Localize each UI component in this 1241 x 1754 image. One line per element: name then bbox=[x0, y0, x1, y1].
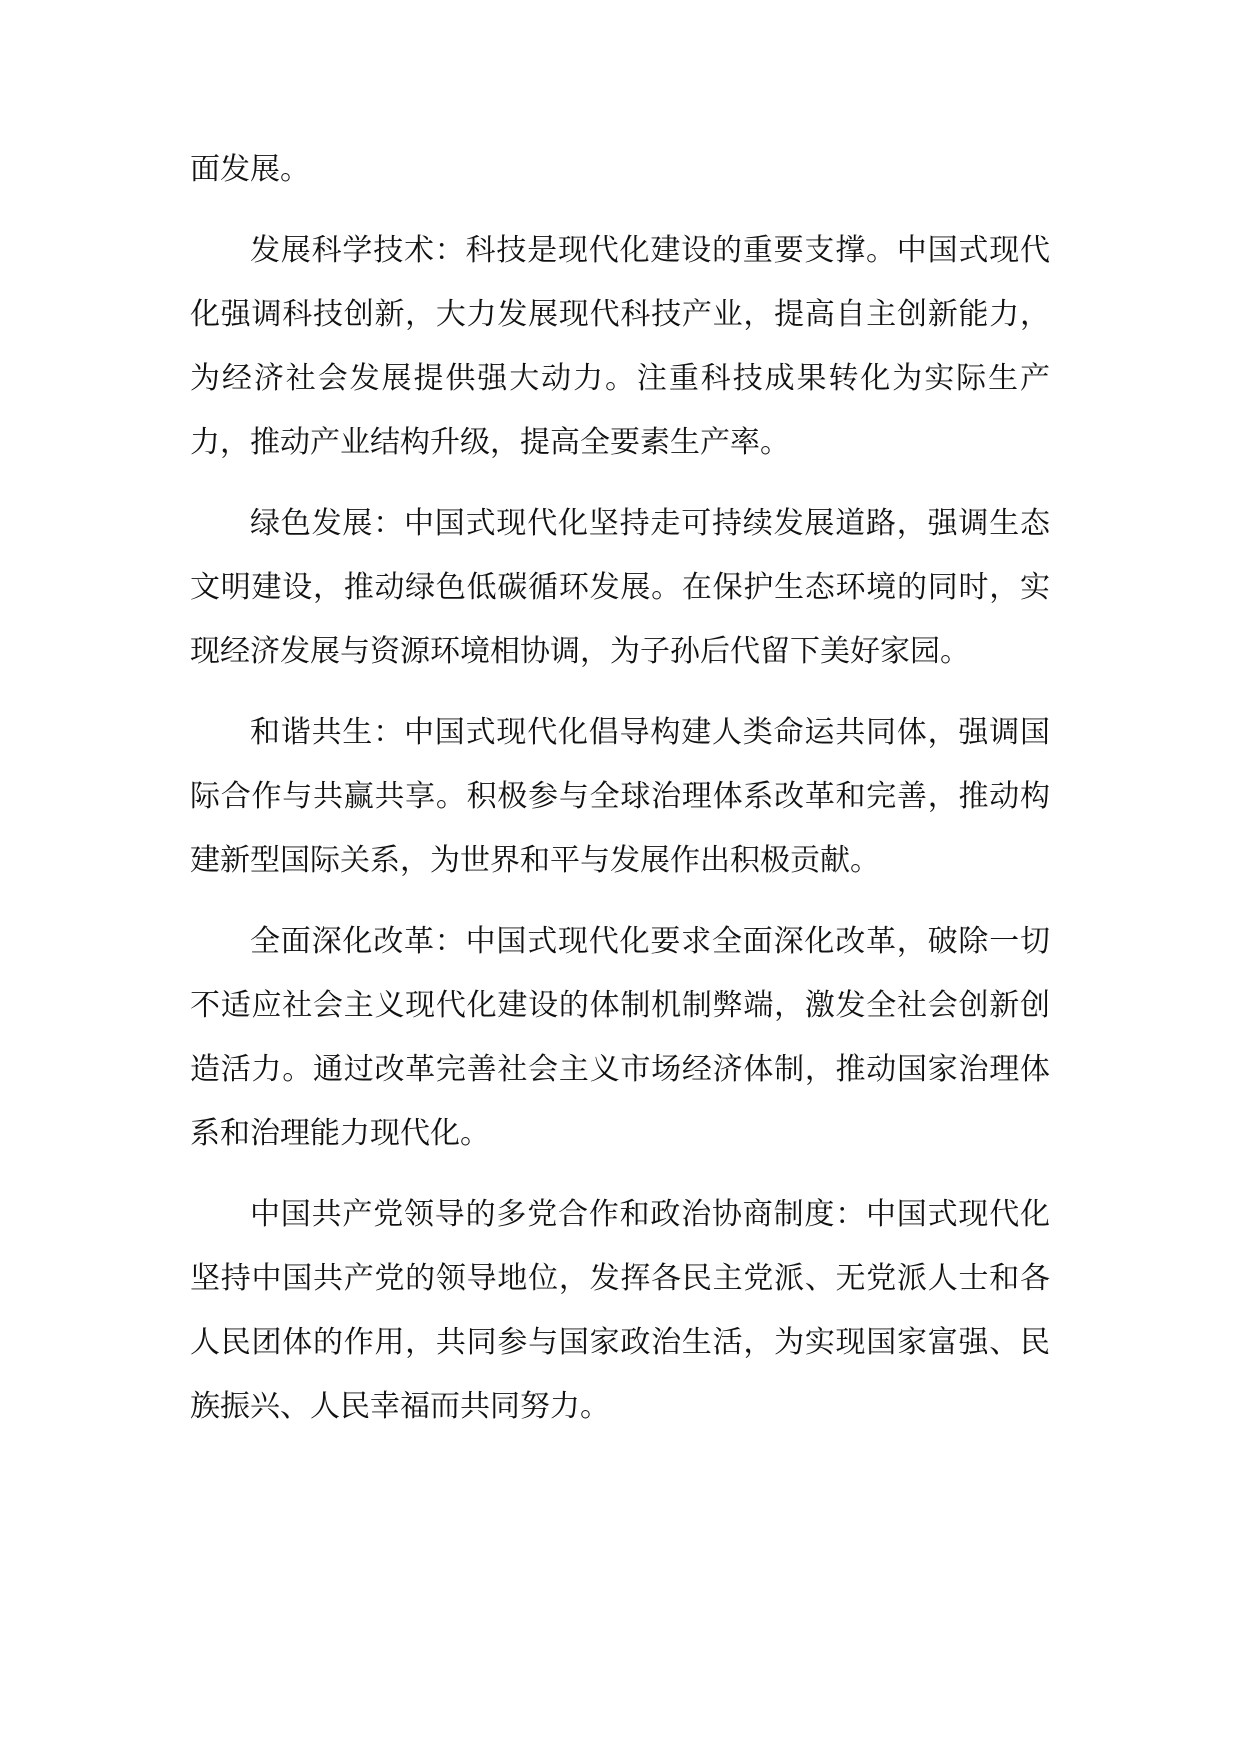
paragraph-deepening-reform: 全面深化改革：中国式现代化要求全面深化改革，破除一切不适应社会主义现代化建设的体制机制弊端，激发全社会创新创造活力。通过改革完善社会主义市场经济体制，推动国家治理体系和治理能力现代化。 bbox=[190, 924, 1050, 1151]
paragraph-science-technology: 发展科学技术：科技是现代化建设的重要支撑。中国式现代化强调科技创新，大力发展现代科技产业，提高自主创新能力，为经济社会发展提供强大动力。注重科技成果转化为实际生产力，推动产业结构升级，提高全要素生产率。 bbox=[190, 233, 1050, 460]
paragraph-green-development: 绿色发展：中国式现代化坚持走可持续发展道路，强调生态文明建设，推动绿色低碳循环发展。在保护生态环境的同时，实现经济发展与资源环境相协调，为子孙后代留下美好家园。 bbox=[190, 506, 1050, 669]
paragraph-harmonious-coexistence: 和谐共生：中国式现代化倡导构建人类命运共同体，强调国际合作与共赢共享。积极参与全球治理体系改革和完善，推动构建新型国际关系，为世界和平与发展作出积极贡献。 bbox=[190, 715, 1050, 878]
document-body bbox=[190, 138, 1050, 1456]
paragraph-multiparty-cooperation: 中国共产党领导的多党合作和政治协商制度：中国式现代化坚持中国共产党的领导地位，发挥各民主党派、无党派人士和各人民团体的作用，共同参与国家政治生活，为实现国家富强、民族振兴、人民幸福而共同努力。 bbox=[190, 1197, 1050, 1424]
paragraph-continuation: 面发展。 bbox=[190, 152, 310, 187]
